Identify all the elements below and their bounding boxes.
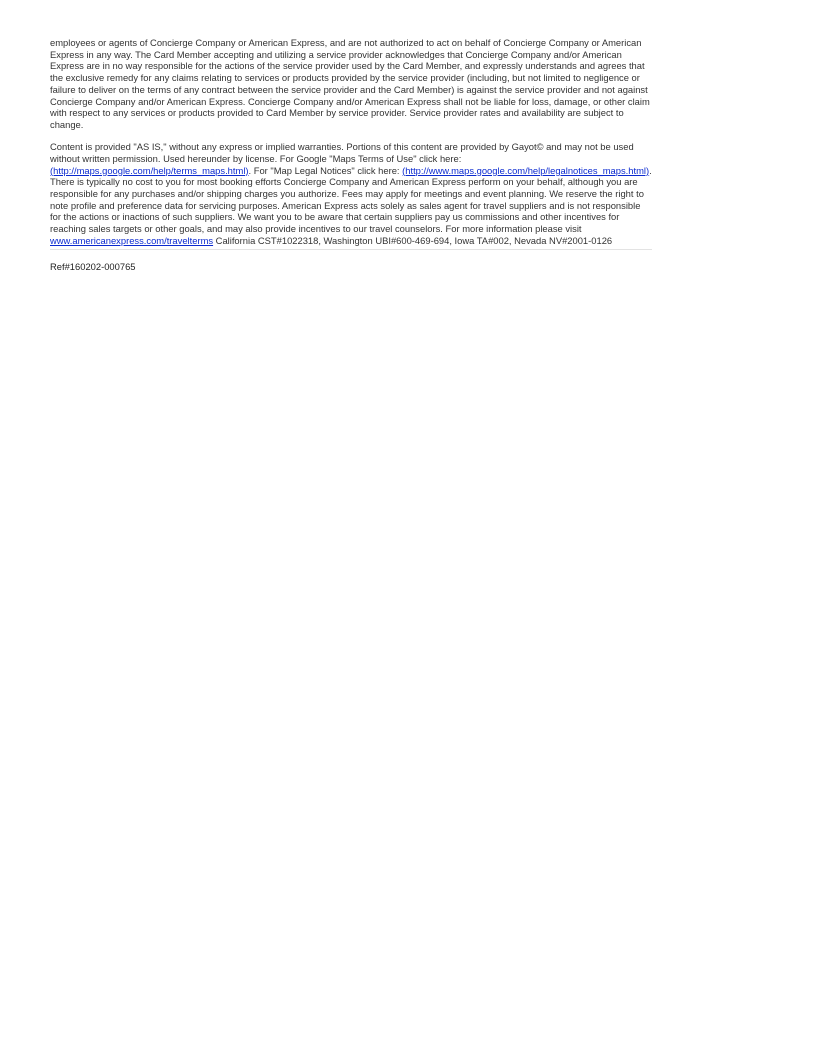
content-terms-text-3: . There is typically no cost to you for most booking efforts Concierge Company and American Express perform on your behalf, although you are responsible for any purchases and/or shipping charges you authorize. Fees may apply for meetings and event planning. We reserve the right to note profile and preference data for servicing purposes. American Express acts solely as sales agent for travel suppliers and is not responsible for the actions or inactions of such suppliers. We want you to be aware that certain suppliers pay us commissions and other incentives for reaching sales targets or other goals, and may also provide incentives to our travel counselors. For more information please visit (50, 164, 652, 235)
map-legal-notices-link[interactable]: (http://www.maps.google.com/help/legalnotices_maps.html) (402, 164, 650, 176)
content-terms-text-1: Content is provided "AS IS," without any express or implied warranties. Portions of this content are provided by Gayot© and may not be used without written permission. Used hereunder by license. For Google "Maps Terms of Use" click here: (50, 141, 634, 164)
content-terms-text-2: . For "Map Legal Notices" click here: (248, 164, 403, 176)
content-terms-text-4: California CST#1022318, Washington UBI#600-469-694, Iowa TA#002, Nevada NV#2001-0126 (213, 234, 613, 246)
travel-terms-link[interactable]: www.americanexpress.com/travelterms (50, 234, 214, 246)
reference-number: Ref#160202-000765 (50, 261, 136, 273)
disclaimer-paragraph-content-terms (50, 141, 652, 246)
maps-terms-of-use-link[interactable]: (http://maps.google.com/help/terms_maps.html) (50, 164, 249, 176)
disclaimer-paragraph-service-providers: employees or agents of Concierge Company or American Express, and are not authorized to act on behalf of Concierge Company or American Express in any way. The Card Member accepting and utilizing a service provider acknowledges that Concierge Company and/or American Express are in no way responsible for the actions of the service provider used by the Card Member, and expressly understands and agrees that the exclusive remedy for any claims relating to services or products provided by the service provider (including, but not limited to negligence or failure to deliver on the terms of any contract between the service provider and the Card Member) is against the service provider and not against Concierge Company and/or American Express. Concierge Company and/or American Express shall not be liable for loss, damage, or other claim with respect to any services or products provided to Card Member by service provider. Service provider rates and availability are subject to change. (50, 37, 650, 130)
disclaimer-section (50, 37, 652, 273)
section-divider (50, 249, 652, 250)
